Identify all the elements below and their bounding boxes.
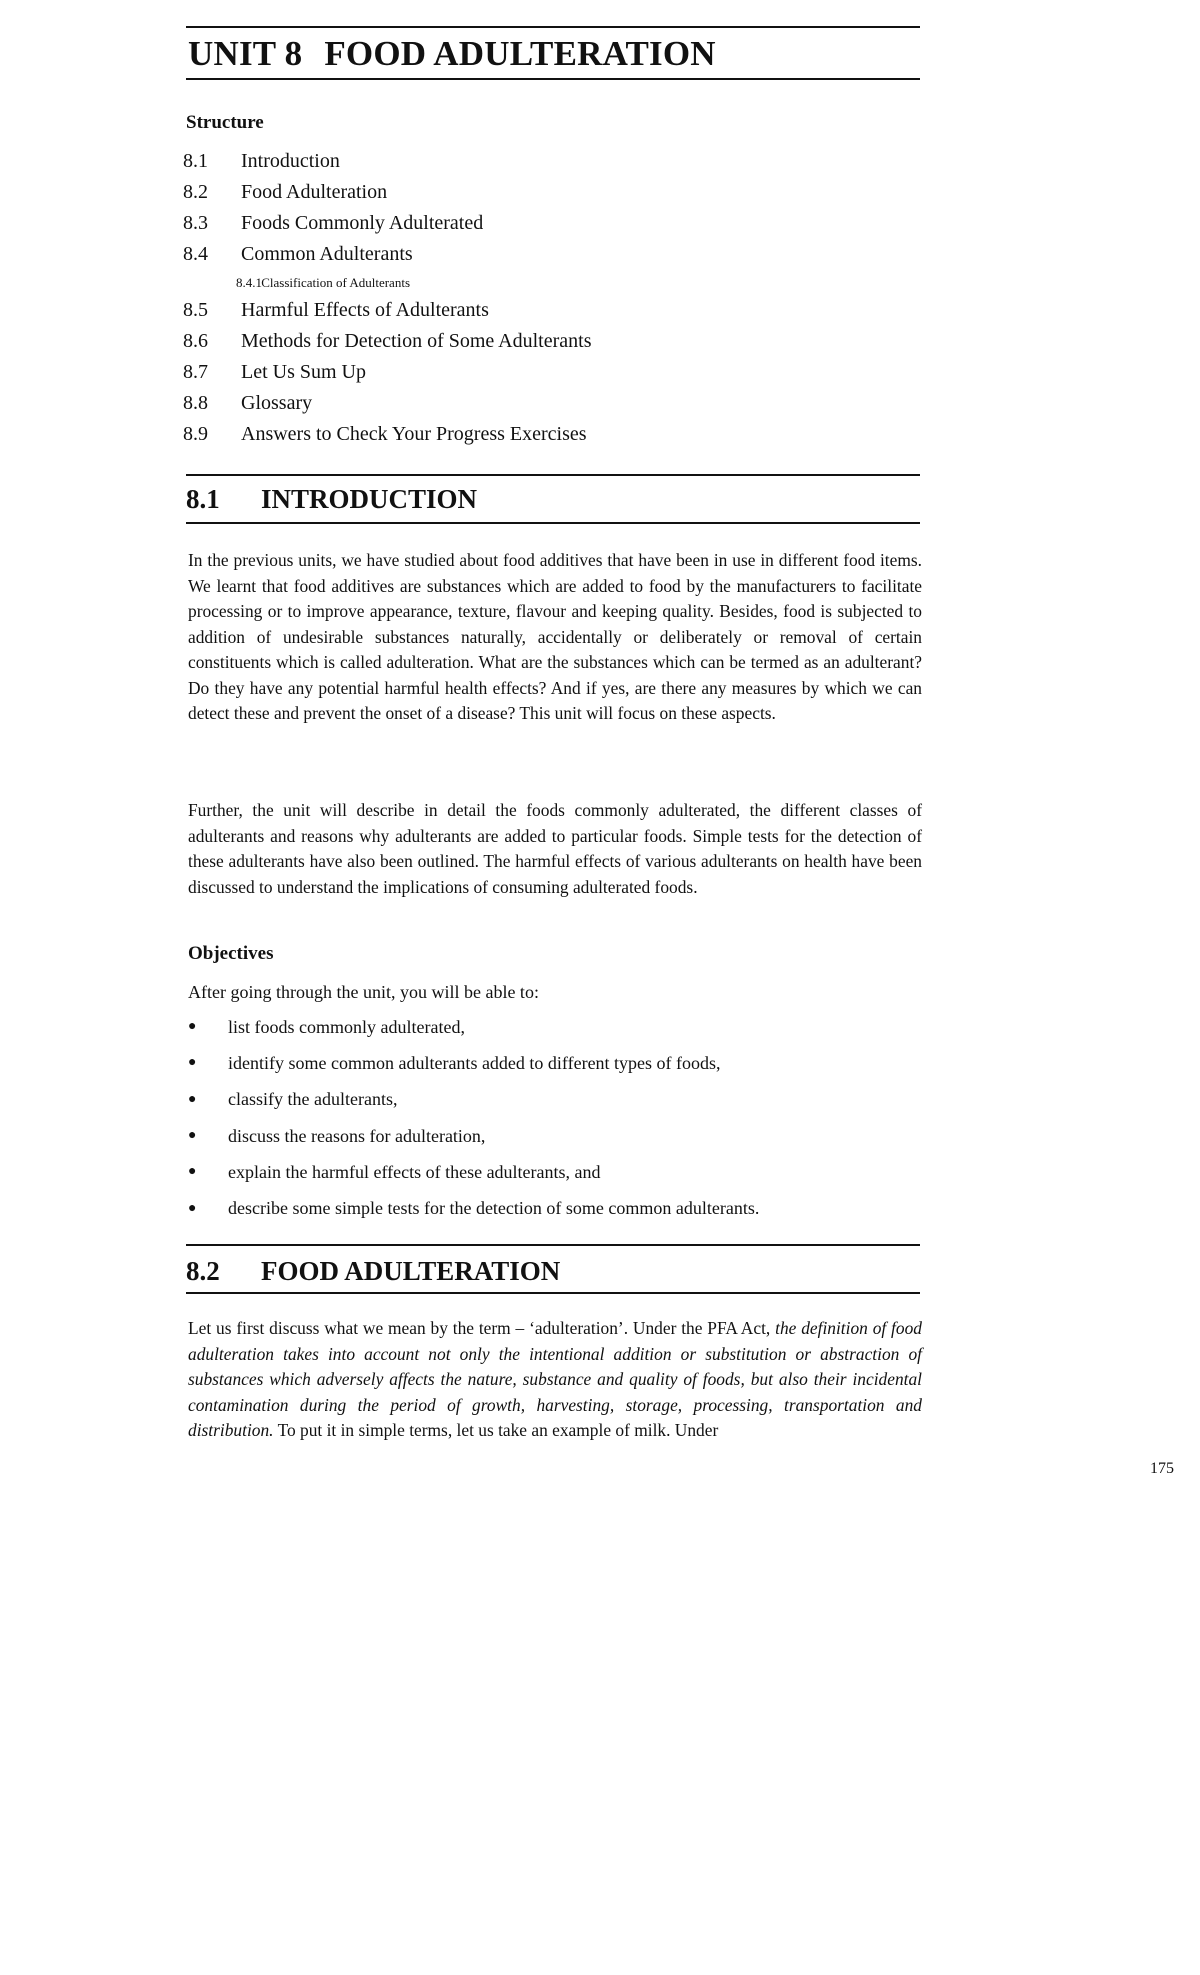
list-item: ● list foods commonly adulterated, (188, 1016, 465, 1037)
toc-item: 8.2 Food Adulteration (183, 181, 388, 203)
toc-subitem: 8.4.1 Classification of Adulterants (236, 274, 411, 290)
objectives-list (188, 1009, 948, 1227)
bullet-icon: ● (188, 1091, 197, 1107)
list-item: ● discuss the reasons for adulteration, (188, 1125, 486, 1146)
bullet-icon: ● (188, 1164, 197, 1180)
objectives-lead: After going through the unit, you will be able to: (188, 982, 539, 1002)
section-rule-bottom (186, 522, 920, 524)
pfa-definition: the definition of food adulteration takes into account not only the intentional addition or substitution or abstraction of substances which adversely affects the nature, substance and quality of foods, but also their incidental contamination during the period of growth, harvesting, storage, processing, transportation and distribution. (188, 1318, 922, 1440)
toc-item: 8.7 Let Us Sum Up (183, 361, 366, 383)
bullet-icon: ● (188, 1055, 197, 1071)
unit-title (188, 34, 716, 74)
toc-item: 8.1 Introduction (183, 150, 340, 172)
section-heading-introduction: 8.1 INTRODUCTION (186, 484, 478, 514)
objectives-label: Objectives (188, 943, 274, 964)
structure-label: Structure (186, 112, 264, 133)
toc-item: 8.4 Common Adulterants (183, 243, 413, 265)
section-rule-top (186, 1244, 920, 1246)
unit-title-underline (186, 78, 920, 80)
unit-heading: FOOD ADULTERATION (324, 34, 716, 73)
top-rule (186, 26, 920, 28)
section-rule-top (186, 474, 920, 476)
structure-list (183, 146, 803, 450)
list-item: ● classify the adulterants, (188, 1089, 398, 1110)
food-adulteration-paragraph: Let us first discuss what we mean by the term – ‘adulteration’. Under the PFA Act, the definition of food adulteration takes into account not only the intentional addition or substitution or abstraction of substances which adversely affects the nature, substance and quality of foods, but also their incidental contamination during the period of growth, harvesting, storage, processing, transportation and distribution. To put it in simple terms, let us take an example of milk. Under (188, 1318, 922, 1440)
toc-item: 8.8 Glossary (183, 392, 313, 414)
toc-item: 8.9 Answers to Check Your Progress Exercises (183, 423, 587, 445)
intro-paragraph-1: In the previous units, we have studied about food additives that have been in use in different food items. We learnt that food additives are substances which are added to food by the manufacturers to facilitate processing or to improve appearance, texture, flavour and keeping quality. Besides, food is subjected to addition of undesirable substances naturally, accidentally or deliberately or removal of certain constituents which is called adulteration. What are the substances which can be termed as an adulterant? Do they have any potential harmful health effects? And if yes, are there any measures by which we can detect these and prevent the onset of a disease? This unit will focus on these aspects. (188, 550, 922, 723)
bullet-icon: ● (188, 1200, 197, 1216)
bullet-icon: ● (188, 1128, 197, 1144)
toc-item: 8.6 Methods for Detection of Some Adulterants (183, 330, 592, 352)
intro-paragraph-2: Further, the unit will describe in detail the foods commonly adulterated, the different classes of adulterants and reasons why adulterants are added to particular foods. Simple tests for the detection of these adulterants have also been outlined. The harmful effects of various adulterants on health have been discussed to understand the implications of consuming adulterated foods. (188, 800, 922, 897)
page-number: 175 (1150, 1460, 1174, 1477)
bullet-icon: ● (188, 1019, 197, 1035)
section-heading-food-adulteration: 8.2 FOOD ADULTERATION (186, 1256, 561, 1286)
section-rule-bottom (186, 1292, 920, 1294)
list-item: ● describe some simple tests for the detection of some common adulterants. (188, 1198, 760, 1219)
list-item: ● explain the harmful effects of these adulterants, and (188, 1161, 601, 1182)
toc-item: 8.5 Harmful Effects of Adulterants (183, 299, 489, 321)
toc-item: 8.3 Foods Commonly Adulterated (183, 212, 484, 234)
list-item: ● identify some common adulterants added to different types of foods, (188, 1052, 721, 1073)
unit-number: UNIT 8 (188, 34, 303, 73)
